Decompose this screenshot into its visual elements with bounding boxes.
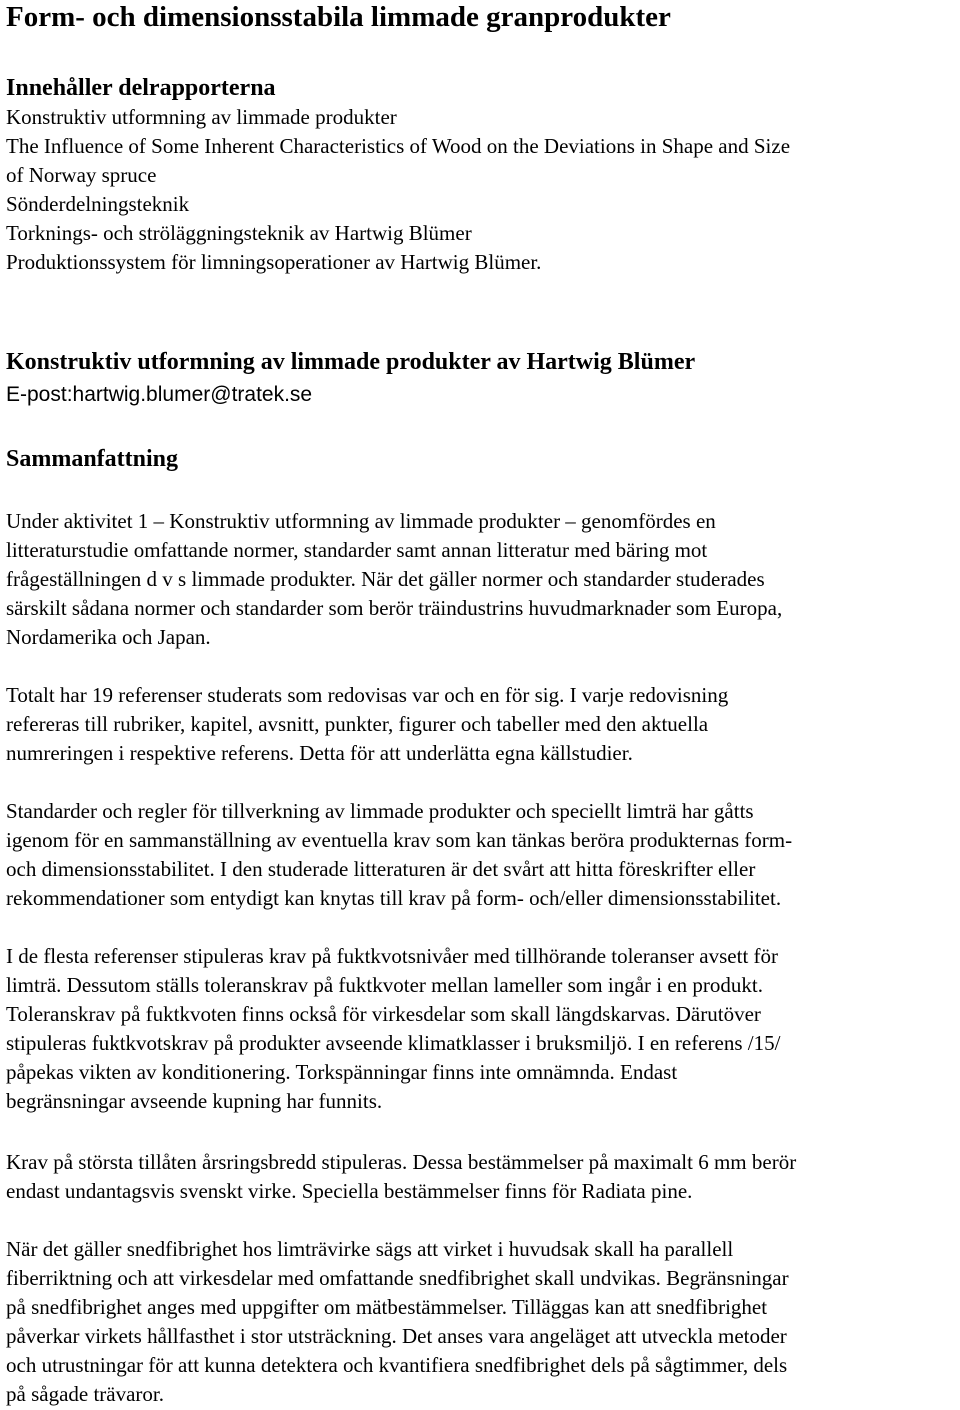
summary-paragraph [6,797,958,913]
paragraph-line: stipuleras fuktkvotskrav på produkter avseende klimatklasser i bruksmiljö. I en referens /15/ [6,1031,781,1055]
summary-heading: Sammanfattning [6,446,179,472]
paragraph-line: limträ. Dessutom ställs toleranskrav på fuktkvoter mellan lameller som ingår i en produkt. [6,973,763,997]
paragraph-line: Nordamerika och Japan. [6,625,211,649]
report-heading: Konstruktiv utformning av limmade produkter av Hartwig Blümer [6,349,696,375]
contents-line: of Norway spruce [6,163,157,187]
paragraph-line: Under aktivitet 1 – Konstruktiv utformning av limmade produkter – genomfördes en [6,509,716,533]
summary-paragraph [6,1235,958,1409]
paragraph-line: Krav på största tillåten årsringsbredd stipuleras. Dessa bestämmelser på maximalt 6 mm berör [6,1150,797,1174]
paragraph-line: endast undantagsvis svenskt virke. Speciella bestämmelser finns för Radiata pine. [6,1179,693,1203]
paragraph-line: litteraturstudie omfattande normer, standarder samt annan litteratur med bäring mot [6,538,708,562]
paragraph-line: refereras till rubriker, kapitel, avsnitt, punkter, figurer och tabeller med den aktuella [6,712,709,736]
contents-line: Produktionssystem för limningsoperationer av Hartwig Blümer. [6,250,542,274]
paragraph-line: på snedfibrighet anges med uppgifter om mätbestämmelser. Tilläggas kan att snedfibrighet [6,1295,768,1319]
paragraph-line: begränsningar avseende kupning har funnits. [6,1089,383,1113]
document-title: Form- och dimensionsstabila limmade granprodukter [6,1,671,33]
contents-line: The Influence of Some Inherent Characteristics of Wood on the Deviations in Shape and Size [6,134,791,158]
paragraph-line: Totalt har 19 referenser studerats som redovisas var och en för sig. I varje redovisning [6,683,729,707]
summary-paragraph [6,507,958,652]
summary-paragraph [6,942,958,1116]
paragraph-line: igenom för en sammanställning av eventuella krav som kan tänkas beröra produkternas form- [6,828,793,852]
paragraph-line: på sågade trävaror. [6,1382,165,1406]
paragraph-line: numreringen i respektive referens. Detta för att underlätta egna källstudier. [6,741,633,765]
paragraph-line: frågeställningen d v s limmade produkter. När det gäller normer och standarder studerades [6,567,765,591]
paragraph-line: och utrustningar för att kunna detektera och kvantifiera snedfibrighet dels på sågtimmer, dels [6,1353,788,1377]
paragraph-line: påverkar virkets hållfasthet i stor utsträckning. Det anses vara angeläget att utveckla metoder [6,1324,787,1348]
contents-line: Torknings- och ströläggningsteknik av Hartwig Blümer [6,221,472,245]
contents-heading: Innehåller delrapporterna [6,75,276,101]
paragraph-line: särskilt sådana normer och standarder som berör träindustrins huvudmarknader som Europa, [6,596,783,620]
paragraph-line: rekommendationer som entydigt kan knytas till krav på form- och/eller dimensionsstabilitet. [6,886,782,910]
paragraph-line: påpekas vikten av konditionering. Torkspänningar finns inte omnämnda. Endast [6,1060,678,1084]
paragraph-line: Toleranskrav på fuktkvoten finns också för virkesdelar som skall längdskarvas. Därutöver [6,1002,761,1026]
author-email: E-post:hartwig.blumer@tratek.se [6,383,313,406]
paragraph-line: fiberriktning och att virkesdelar med omfattande snedfibrighet skall undvikas. Begränsningar [6,1266,789,1290]
summary-paragraph [6,681,958,768]
paragraph-line: I de flesta referenser stipuleras krav på fuktkvotsnivåer med tillhörande toleranser avsett för [6,944,779,968]
paragraph-line: och dimensionsstabilitet. I den studerade litteraturen är det svårt att hitta föreskrifter eller [6,857,756,881]
paragraph-line: Standarder och regler för tillverkning av limmade produkter och speciellt limträ har gåtts [6,799,754,823]
contents-list [6,103,956,277]
summary-paragraph [6,1148,958,1206]
contents-line: Konstruktiv utformning av limmade produkter [6,105,397,129]
contents-line: Sönderdelningsteknik [6,192,190,216]
paragraph-line: När det gäller snedfibrighet hos limträvirke sägs att virket i huvudsak skall ha parallell [6,1237,734,1261]
